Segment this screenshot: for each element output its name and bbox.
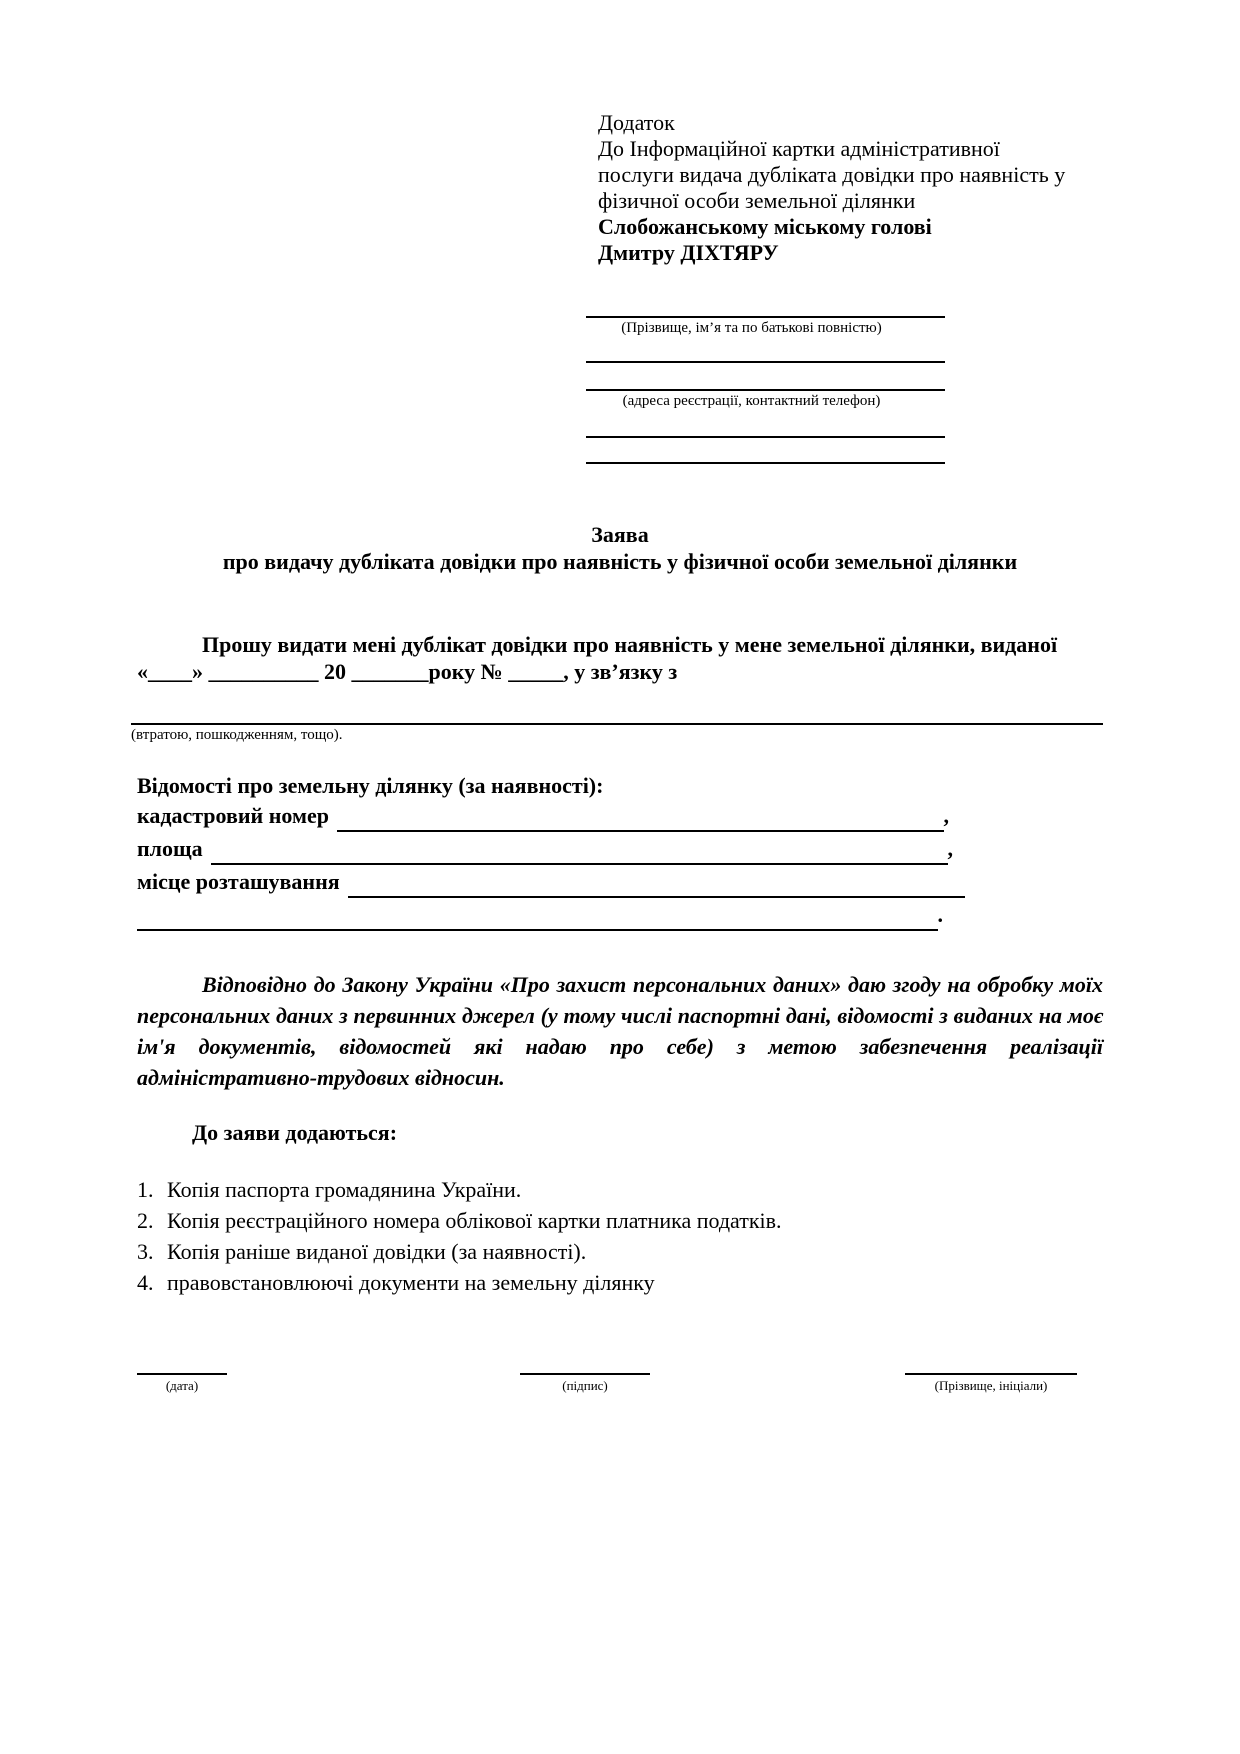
location-continuation-row xyxy=(137,898,943,931)
attachment-item-text: Копія раніше виданої довідки (за наявності). xyxy=(167,1239,587,1264)
blank-fill-line xyxy=(586,361,945,363)
attachment-item-text: Копія реєстраційного номера облікової картки платника податків. xyxy=(167,1208,782,1233)
attachment-item-number: 1. xyxy=(137,1177,154,1202)
consent-paragraph: Відповідно до Закону України «Про захист персональних даних» даю згоду на обробку моїх персональних даних з первинних джерел (у тому числі паспортні дані, відомості з виданих на моє ім'я документів, відомостей які надаю про себе) з метою забезпечення реалізації адміністративно-трудових відносин. xyxy=(137,972,1103,1090)
attachments-list xyxy=(137,1174,1103,1298)
applicant-fill-block xyxy=(586,316,945,464)
attachment-item xyxy=(137,1236,1103,1267)
addressee-block xyxy=(598,110,1068,266)
signature-date-caption: (дата) xyxy=(165,1378,199,1393)
attachment-item-text: правовстановлюючі документи на земельну ділянку xyxy=(167,1270,655,1295)
land-details-heading: Відомості про земельну ділянку (за наявності): xyxy=(137,773,604,798)
land-details-section xyxy=(137,772,1103,931)
signature-row xyxy=(137,1373,1103,1394)
signature-name-column xyxy=(905,1373,1077,1394)
signature-sign-caption: (підпис) xyxy=(562,1378,608,1393)
page-title: Заява xyxy=(591,522,649,547)
request-line-1: Прошу видати мені дублікат довідки про наявність у мене земельної ділянки, виданої xyxy=(202,632,1058,657)
title-block xyxy=(137,521,1103,575)
appendix-note-line: Додаток xyxy=(598,110,675,135)
attachment-item xyxy=(137,1174,1103,1205)
request-line-2: «____» __________ 20 _______року № _____, у зв’язку з xyxy=(137,659,678,684)
page-subtitle: про видачу дубліката довідки про наявність у фізичної особи земельної ділянки xyxy=(222,549,1018,574)
signature-date-line xyxy=(137,1373,227,1375)
field-suffix: , xyxy=(947,836,953,861)
attachment-item-number: 3. xyxy=(137,1239,154,1264)
signature-date-column xyxy=(137,1373,227,1394)
applicant-name-caption: (Прізвище, ім’я та по батькові повністю) xyxy=(621,320,882,336)
blank-fill-line xyxy=(586,436,945,438)
addressee-name: Дмитру ДІХТЯРУ xyxy=(598,240,779,265)
attachment-item-text: Копія паспорта громадянина України. xyxy=(167,1177,522,1202)
location-row xyxy=(137,865,965,898)
appendix-note-line: фізичної особи земельної ділянки xyxy=(598,188,916,213)
area-row xyxy=(137,832,953,865)
reason-caption: (втратою, пошкодженням, тощо). xyxy=(131,727,343,743)
appendix-note-line: До Інформаційної картки адміністративної xyxy=(598,136,1000,161)
request-paragraph xyxy=(137,631,1103,685)
attachment-item xyxy=(137,1205,1103,1236)
signature-name-caption: (Прізвище, ініціали) xyxy=(934,1378,1048,1393)
blank-fill-line xyxy=(586,462,945,464)
attachment-item xyxy=(137,1267,1103,1298)
attachment-item-number: 4. xyxy=(137,1270,154,1295)
location-continuation-blank xyxy=(137,902,938,931)
attachment-item-number: 2. xyxy=(137,1208,154,1233)
signature-name-line xyxy=(905,1373,1077,1375)
cadastral-number-blank xyxy=(337,803,944,832)
cadastral-number-row xyxy=(137,799,949,832)
appendix-note-line: послуги видача дубліката довідки про наявність у xyxy=(598,162,1066,187)
area-blank xyxy=(211,836,948,865)
location-blank xyxy=(348,869,965,898)
attachments-heading: До заяви додаються: xyxy=(192,1120,398,1145)
location-label: місце розташування xyxy=(137,869,340,894)
signature-sign-line xyxy=(520,1373,650,1375)
signature-sign-column xyxy=(520,1373,650,1394)
field-suffix: , xyxy=(943,803,949,828)
applicant-address-caption: (адреса реєстрації, контактний телефон) xyxy=(622,393,881,409)
cadastral-number-label: кадастровий номер xyxy=(137,803,329,828)
area-label: площа xyxy=(137,836,203,861)
addressee-title: Слобожанському міському голові xyxy=(598,214,932,239)
field-suffix: . xyxy=(937,902,943,927)
